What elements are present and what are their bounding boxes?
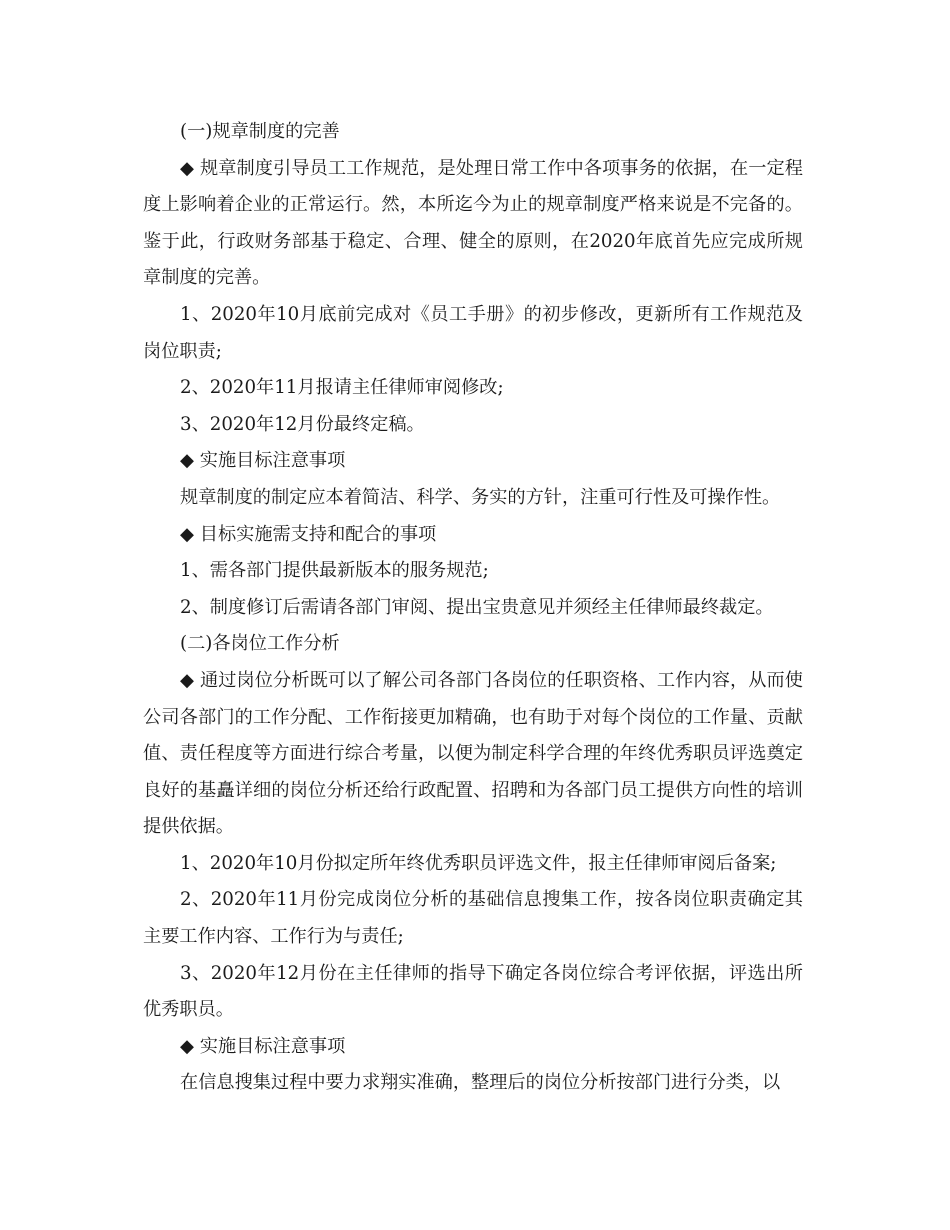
bullet-paragraph-regulations-purpose: ◆ 规章制度引导员工工作规范，是处理日常工作中各项事务的依据，在一定程度上影响着企业的正常运行。然，本所迄今为止的规章制度严格来说是不完备的。鉴于此，行政财务部基于稳定、合理、健全的原则，在2020年底首先应完成所规章制度的完善。 bbox=[143, 157, 803, 289]
document-body bbox=[143, 114, 803, 1102]
body-paragraph: 规章制度的制定应本着简洁、科学、务实的方针，注重可行性及可操作性。 bbox=[180, 486, 781, 508]
section-heading-regulations: (一)规章制度的完善 bbox=[180, 121, 340, 142]
list-item: 1、2020年10月底前完成对《员工手册》的初步修改，更新所有工作规范及岗位职责; bbox=[143, 303, 803, 362]
list-item: 1、需各部门提供最新版本的服务规范; bbox=[180, 560, 489, 582]
list-item: 2、制度修订后需请各部门审阅、提出宝贵意见并须经主任律师最终裁定。 bbox=[180, 596, 774, 618]
list-item: 2、2020年11月报请主任律师审阅修改; bbox=[180, 377, 504, 399]
bullet-heading-support-items: ◆ 目标实施需支持和配合的事项 bbox=[180, 523, 437, 545]
list-item: 2、2020年11月份完成岗位分析的基础信息搜集工作，按各岗位职责确定其主要工作内容、工作行为与责任; bbox=[143, 889, 803, 948]
list-item: 3、2020年12月份在主任律师的指导下确定各岗位综合考评依据，评选出所优秀职员。 bbox=[143, 962, 803, 1021]
section-heading-job-analysis: (二)各岗位工作分析 bbox=[180, 633, 340, 655]
list-item: 3、2020年12月份最终定稿。 bbox=[180, 413, 425, 435]
bullet-paragraph-job-analysis-purpose: ◆ 通过岗位分析既可以了解公司各部门各岗位的任职资格、工作内容，从而使公司各部门的工作分配、工作衔接更加精确，也有助于对每个岗位的工作量、贡献值、责任程度等方面进行综合考量，以便为制定科学合理的年终优秀职员评选奠定良好的基矗详细的岗位分析还给行政配置、招聘和为各部门员工提供方向性的培训提供依据。 bbox=[143, 669, 803, 838]
list-item: 1、2020年10月份拟定所年终优秀职员评选文件，报主任律师审阅后备案; bbox=[180, 852, 777, 874]
bullet-heading-implementation-notes: ◆ 实施目标注意事项 bbox=[180, 1035, 346, 1057]
body-paragraph: 在信息搜集过程中要力求翔实准确，整理后的岗位分析按部门进行分类，以 bbox=[180, 1072, 781, 1094]
bullet-heading-implementation-notes: ◆ 实施目标注意事项 bbox=[180, 450, 346, 472]
